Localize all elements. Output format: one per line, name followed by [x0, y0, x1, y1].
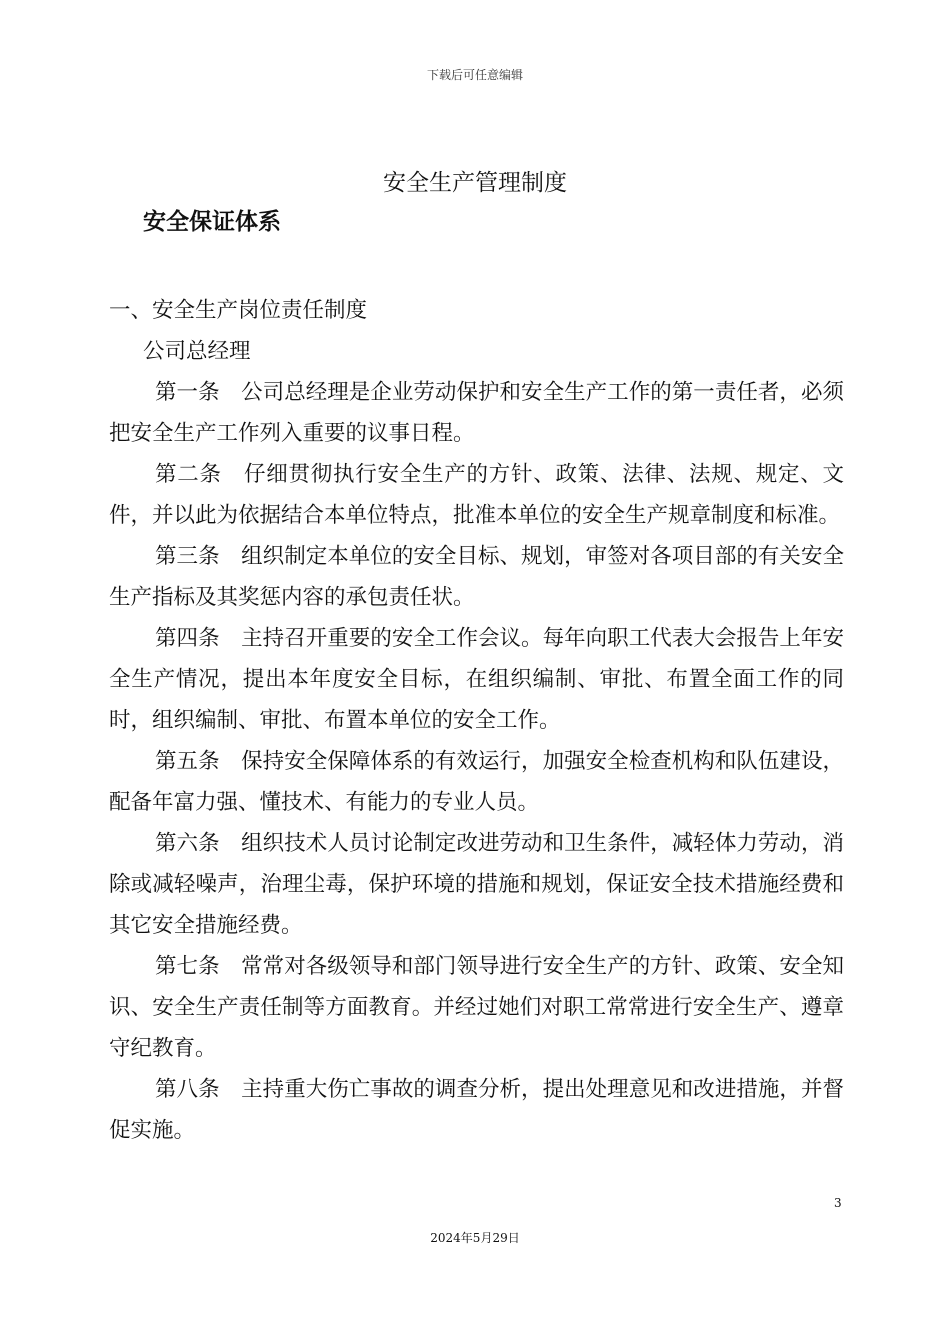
- document-body: [109, 290, 844, 1151]
- page-number: 3: [834, 1196, 842, 1210]
- page-footer-date: 2024年5月29日: [430, 1231, 520, 1245]
- section-title: 安全保证体系: [143, 209, 281, 235]
- article-1: 第一条 公司总经理是企业劳动保护和安全生产工作的第一责任者，必须把安全生产工作列入重要的议事日程。: [109, 380, 844, 446]
- article-8: 第八条 主持重大伤亡事故的调查分析，提出处理意见和改进措施，并督促实施。: [109, 1077, 844, 1143]
- role-heading: 公司总经理: [143, 339, 251, 364]
- page-header: 下载后可任意编辑: [426, 68, 523, 82]
- article-7: 第七条 常常对各级领导和部门领导进行安全生产的方针、政策、安全知识、安全生产责任制等方面教育。并经过她们对职工常常进行安全生产、遵章守纪教育。: [109, 954, 844, 1061]
- article-4: 第四条 主持召开重要的安全工作会议。每年向职工代表大会报告上年安全生产情况，提出本年度安全目标，在组织编制、审批、布置全面工作的同时，组织编制、审批、布置本单位的安全工作。: [109, 626, 844, 733]
- article-6: 第六条 组织技术人员讨论制定改进劳动和卫生条件，减轻体力劳动，消除或减轻噪声，治理尘毒，保护环境的措施和规划，保证安全技术措施经费和其它安全措施经费。: [109, 831, 844, 938]
- document-title: 安全生产管理制度: [383, 170, 567, 196]
- article-3: 第三条 组织制定本单位的安全目标、规划，审签对各项目部的有关安全生产指标及其奖惩内容的承包责任状。: [109, 544, 844, 610]
- article-2: 第二条 仔细贯彻执行安全生产的方针、政策、法律、法规、规定、文件，并以此为依据结合本单位特点，批准本单位的安全生产规章制度和标准。: [109, 462, 844, 528]
- article-5: 第五条 保持安全保障体系的有效运行，加强安全检查机构和队伍建设，配备年富力强、懂技术、有能力的专业人员。: [109, 749, 844, 815]
- section-heading: 一、安全生产岗位责任制度: [109, 298, 368, 323]
